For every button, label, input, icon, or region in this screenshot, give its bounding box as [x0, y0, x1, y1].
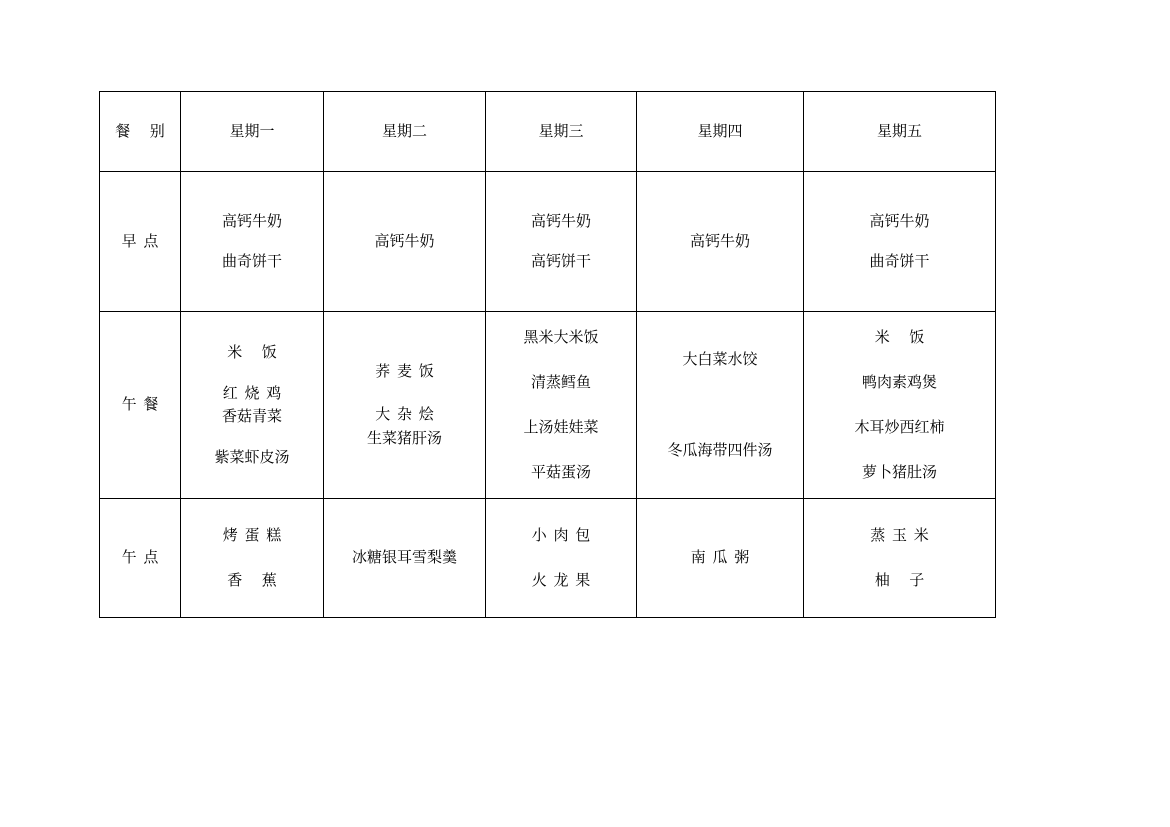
- menu-item: 上汤娃娃菜: [523, 418, 599, 436]
- menu-cell: [486, 499, 637, 618]
- menu-cell: [804, 172, 996, 312]
- menu-item: 高钙牛奶: [869, 212, 930, 231]
- menu-item: 荞麦饭: [375, 362, 441, 381]
- menu-item: 紫菜虾皮汤: [214, 448, 290, 467]
- menu-item: 高钙饼干: [530, 251, 591, 270]
- menu-item: 曲奇饼干: [221, 251, 282, 270]
- header-row: [100, 92, 996, 172]
- day-header-tue: [324, 92, 486, 172]
- meal-label: 午点: [121, 548, 166, 567]
- menu-item: 高钙牛奶: [530, 212, 591, 231]
- menu-item: 清蒸鳕鱼: [530, 372, 591, 391]
- menu-item: 香蕉: [227, 571, 297, 589]
- menu-cell: [181, 312, 324, 499]
- afternoon-snack-row: [100, 499, 996, 618]
- menu-item: 南瓜粥: [690, 548, 756, 567]
- menu-item: 米饭: [227, 342, 297, 361]
- menu-item: 大白菜水饺: [682, 349, 758, 368]
- menu-item: 柚子: [874, 571, 944, 589]
- day-header-mon: [181, 92, 324, 172]
- menu-item: 火龙果: [531, 571, 597, 589]
- menu-item: 香菇青菜: [221, 407, 282, 425]
- day-header-fri: [804, 92, 996, 172]
- menu-item: 高钙牛奶: [689, 231, 750, 250]
- meal-cell: [100, 499, 181, 618]
- meal-label: 午餐: [121, 395, 166, 414]
- menu-cell: [181, 499, 324, 618]
- menu-cell: [181, 172, 324, 312]
- menu-item: 大杂烩: [375, 405, 441, 424]
- meal-cell: [100, 172, 181, 312]
- breakfast-row: [100, 172, 996, 312]
- menu-item: 蒸玉米: [870, 525, 936, 544]
- menu-cell: [637, 499, 804, 618]
- menu-item: 高钙牛奶: [374, 231, 435, 250]
- meal-header-cell: [100, 92, 185, 172]
- meal-label: 早点: [121, 231, 166, 250]
- menu-cell: [637, 312, 804, 499]
- weekly-menu-table: [99, 91, 996, 618]
- menu-item: 生菜猪肝汤: [366, 428, 442, 447]
- menu-cell: [486, 312, 637, 499]
- menu-item: 木耳炒西红柿: [854, 418, 945, 436]
- menu-cell: [486, 172, 637, 312]
- menu-cell: [324, 312, 486, 499]
- day-label: 星期四: [697, 121, 743, 140]
- day-header-wed: [486, 92, 637, 172]
- day-header-thu: [637, 92, 804, 172]
- menu-item: 高钙牛奶: [221, 212, 282, 231]
- menu-item: 平菇蛋汤: [530, 463, 591, 482]
- meal-cell: [100, 312, 181, 499]
- day-label: 星期一: [229, 121, 275, 140]
- menu-cell: [324, 499, 486, 618]
- menu-cell: [804, 312, 996, 499]
- meal-header-label: 餐别: [115, 121, 185, 140]
- menu-item: 红烧鸡: [222, 383, 288, 402]
- menu-cell: [324, 172, 486, 312]
- day-label: 星期三: [538, 121, 584, 140]
- day-label: 星期五: [876, 121, 922, 140]
- menu-item: 烤蛋糕: [222, 525, 288, 544]
- menu-item: 米饭: [874, 327, 944, 346]
- menu-item: 萝卜猪肚汤: [861, 463, 937, 482]
- menu-cell: [804, 499, 996, 618]
- menu-item: 冬瓜海带四件汤: [667, 441, 773, 459]
- menu-item: 曲奇饼干: [869, 251, 930, 270]
- lunch-row: [100, 312, 996, 499]
- menu-item: 小肉包: [531, 525, 597, 544]
- menu-item: 黑米大米饭: [523, 327, 599, 346]
- menu-cell: [637, 172, 804, 312]
- day-label: 星期二: [381, 121, 427, 140]
- menu-item: 冰糖银耳雪梨羹: [351, 548, 457, 567]
- menu-item: 鸭肉素鸡煲: [861, 372, 937, 391]
